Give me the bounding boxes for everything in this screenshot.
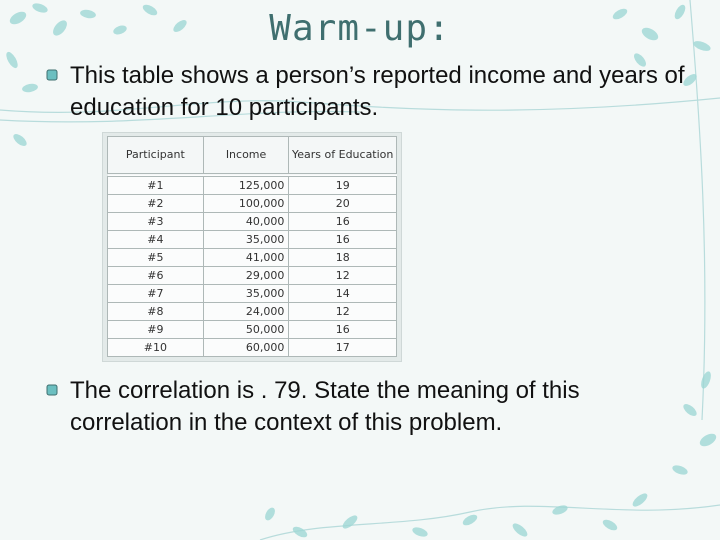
cell-income: 50,000 <box>203 321 289 339</box>
table-header-row <box>108 137 397 176</box>
cell-participant: #6 <box>108 267 204 285</box>
table-row <box>108 303 397 321</box>
cell-years: 20 <box>289 195 397 213</box>
table-row <box>108 213 397 231</box>
cell-years: 12 <box>289 267 397 285</box>
cell-income: 35,000 <box>203 285 289 303</box>
cell-participant: #7 <box>108 285 204 303</box>
cell-income: 40,000 <box>203 213 289 231</box>
cell-years: 18 <box>289 249 397 267</box>
cell-years: 12 <box>289 303 397 321</box>
cell-participant: #10 <box>108 339 204 357</box>
table-row <box>108 231 397 249</box>
table-row <box>108 285 397 303</box>
cell-income: 29,000 <box>203 267 289 285</box>
cell-years: 16 <box>289 213 397 231</box>
bullet-item <box>46 375 686 439</box>
cell-income: 125,000 <box>203 175 289 195</box>
data-table-image <box>102 132 402 362</box>
table-row <box>108 339 397 357</box>
bullet-text: The correlation is . 79. State the meaning of this correlation in the context of this problem. <box>70 377 580 436</box>
column-header-income: Income <box>203 137 289 176</box>
cell-participant: #1 <box>108 175 204 195</box>
bullet-icon <box>46 69 58 81</box>
bullet-icon <box>46 384 58 396</box>
bullet-text: This table shows a person’s reported income and years of education for 10 participants. <box>70 62 685 121</box>
cell-participant: #8 <box>108 303 204 321</box>
cell-income: 24,000 <box>203 303 289 321</box>
slide-title: Warm-up: <box>269 8 451 49</box>
table-row <box>108 195 397 213</box>
cell-income: 35,000 <box>203 231 289 249</box>
column-header-years-of-education: Years of Education <box>289 137 397 176</box>
cell-years: 19 <box>289 175 397 195</box>
income-education-table <box>107 136 397 357</box>
cell-years: 16 <box>289 321 397 339</box>
column-header-participant: Participant <box>108 137 204 176</box>
cell-participant: #4 <box>108 231 204 249</box>
cell-participant: #3 <box>108 213 204 231</box>
cell-years: 17 <box>289 339 397 357</box>
cell-years: 14 <box>289 285 397 303</box>
table-row <box>108 321 397 339</box>
table-row <box>108 175 397 195</box>
bullet-item <box>46 60 686 124</box>
cell-income: 60,000 <box>203 339 289 357</box>
cell-participant: #9 <box>108 321 204 339</box>
cell-income: 41,000 <box>203 249 289 267</box>
table-row <box>108 267 397 285</box>
cell-participant: #5 <box>108 249 204 267</box>
cell-income: 100,000 <box>203 195 289 213</box>
table-row <box>108 249 397 267</box>
cell-participant: #2 <box>108 195 204 213</box>
cell-years: 16 <box>289 231 397 249</box>
